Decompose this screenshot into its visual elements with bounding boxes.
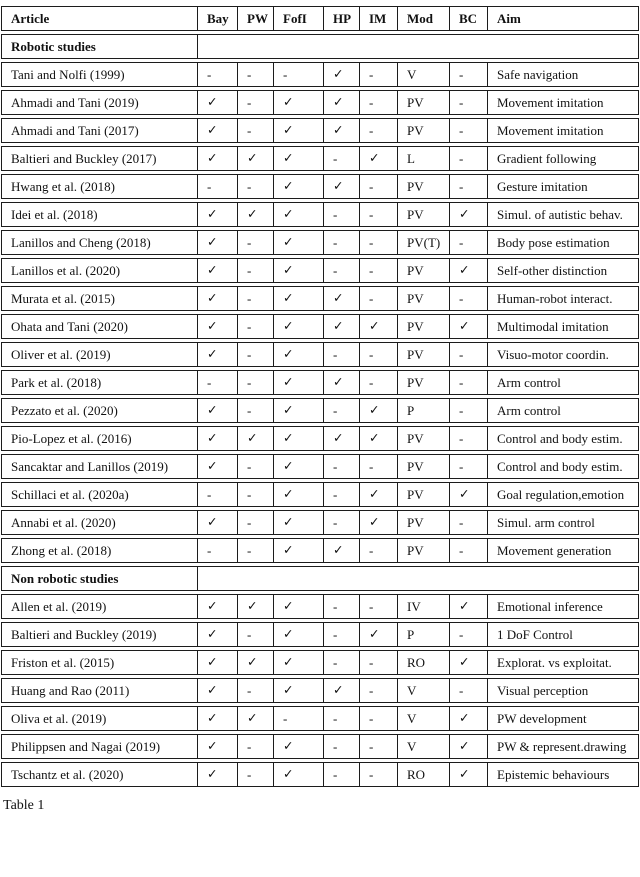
table-row (1, 426, 639, 451)
mark-cell: - (449, 370, 487, 395)
mark-cell: - (237, 230, 273, 255)
mark-cell: ✓ (359, 314, 397, 339)
mark-cell: PV (397, 510, 449, 535)
mark-cell: ✓ (237, 146, 273, 171)
article-cell: Hwang et al. (2018) (1, 174, 197, 199)
mark-cell: ✓ (197, 398, 237, 423)
column-header-pw: PW (237, 6, 273, 31)
mark-cell: ✓ (273, 230, 323, 255)
aim-cell: Movement generation (487, 538, 639, 563)
table-row (1, 538, 639, 563)
mark-cell: IV (397, 594, 449, 619)
mark-cell: ✓ (273, 258, 323, 283)
column-header-fofi: FofI (273, 6, 323, 31)
mark-cell: ✓ (197, 230, 237, 255)
mark-cell: ✓ (359, 622, 397, 647)
mark-cell: ✓ (197, 762, 237, 787)
mark-cell: - (323, 482, 359, 507)
mark-cell: - (359, 286, 397, 311)
mark-cell: ✓ (273, 146, 323, 171)
table-row (1, 286, 639, 311)
mark-cell: - (359, 118, 397, 143)
mark-cell: ✓ (273, 90, 323, 115)
mark-cell: ✓ (197, 706, 237, 731)
column-header-mod: Mod (397, 6, 449, 31)
mark-cell: - (359, 594, 397, 619)
mark-cell: ✓ (273, 426, 323, 451)
mark-cell: PV (397, 258, 449, 283)
article-cell: Park et al. (2018) (1, 370, 197, 395)
mark-cell: ✓ (273, 202, 323, 227)
aim-cell: Visual perception (487, 678, 639, 703)
mark-cell: - (449, 118, 487, 143)
table-row (1, 174, 639, 199)
mark-cell: - (197, 174, 237, 199)
mark-cell: - (449, 538, 487, 563)
header-row (1, 6, 639, 31)
mark-cell: ✓ (449, 650, 487, 675)
mark-cell: - (237, 510, 273, 535)
table-caption: Table 1 (3, 798, 45, 813)
table-row (1, 342, 639, 367)
aim-cell: PW development (487, 706, 639, 731)
aim-cell: Movement imitation (487, 90, 639, 115)
table-row (1, 202, 639, 227)
mark-cell: - (359, 62, 397, 87)
mark-cell: PV (397, 118, 449, 143)
mark-cell: ✓ (449, 762, 487, 787)
mark-cell: PV (397, 482, 449, 507)
mark-cell: ✓ (273, 762, 323, 787)
table-row (1, 230, 639, 255)
column-header-hp: HP (323, 6, 359, 31)
article-cell: Ahmadi and Tani (2017) (1, 118, 197, 143)
article-cell: Baltieri and Buckley (2017) (1, 146, 197, 171)
article-cell: Sancaktar and Lanillos (2019) (1, 454, 197, 479)
mark-cell: PV (397, 342, 449, 367)
mark-cell: PV (397, 538, 449, 563)
article-cell: Friston et al. (2015) (1, 650, 197, 675)
table-row (1, 314, 639, 339)
mark-cell: ✓ (273, 678, 323, 703)
table-row (1, 62, 639, 87)
aim-cell: PW & represent.drawing (487, 734, 639, 759)
table-row (1, 762, 639, 787)
mark-cell: - (449, 62, 487, 87)
mark-cell: RO (397, 762, 449, 787)
mark-cell: ✓ (323, 118, 359, 143)
mark-cell: ✓ (273, 594, 323, 619)
mark-cell: ✓ (197, 454, 237, 479)
mark-cell: - (237, 62, 273, 87)
mark-cell: - (323, 398, 359, 423)
mark-cell: - (237, 734, 273, 759)
article-cell: Allen et al. (2019) (1, 594, 197, 619)
mark-cell: - (359, 650, 397, 675)
mark-cell: ✓ (449, 734, 487, 759)
mark-cell: ✓ (273, 314, 323, 339)
mark-cell: - (359, 538, 397, 563)
section-spacer (197, 34, 639, 59)
table-body (1, 34, 639, 787)
table-row (1, 734, 639, 759)
table-row (1, 398, 639, 423)
mark-cell: ✓ (273, 622, 323, 647)
aim-cell: Epistemic behaviours (487, 762, 639, 787)
mark-cell: - (323, 622, 359, 647)
aim-cell: Arm control (487, 370, 639, 395)
mark-cell: - (237, 762, 273, 787)
mark-cell: ✓ (449, 202, 487, 227)
column-header-bc: BC (449, 6, 487, 31)
mark-cell: PV(T) (397, 230, 449, 255)
mark-cell: - (323, 594, 359, 619)
mark-cell: ✓ (237, 426, 273, 451)
mark-cell: - (197, 538, 237, 563)
table-row (1, 706, 639, 731)
mark-cell: ✓ (197, 314, 237, 339)
mark-cell: - (237, 398, 273, 423)
mark-cell: PV (397, 174, 449, 199)
mark-cell: ✓ (197, 342, 237, 367)
table-row (1, 510, 639, 535)
mark-cell: - (237, 90, 273, 115)
article-cell: Philippsen and Nagai (2019) (1, 734, 197, 759)
mark-cell: L (397, 146, 449, 171)
mark-cell: - (237, 678, 273, 703)
mark-cell: ✓ (359, 482, 397, 507)
mark-cell: - (359, 706, 397, 731)
mark-cell: ✓ (237, 202, 273, 227)
section-row (1, 34, 639, 59)
mark-cell: - (359, 174, 397, 199)
table-row (1, 258, 639, 283)
mark-cell: - (359, 370, 397, 395)
mark-cell: - (449, 398, 487, 423)
aim-cell: Human-robot interact. (487, 286, 639, 311)
mark-cell: - (273, 706, 323, 731)
aim-cell: 1 DoF Control (487, 622, 639, 647)
mark-cell: ✓ (359, 510, 397, 535)
mark-cell: - (359, 678, 397, 703)
mark-cell: - (323, 454, 359, 479)
mark-cell: ✓ (359, 146, 397, 171)
mark-cell: ✓ (197, 146, 237, 171)
aim-cell: Control and body estim. (487, 426, 639, 451)
article-cell: Tschantz et al. (2020) (1, 762, 197, 787)
mark-cell: ✓ (197, 594, 237, 619)
article-cell: Tani and Nolfi (1999) (1, 62, 197, 87)
article-cell: Huang and Rao (2011) (1, 678, 197, 703)
mark-cell: RO (397, 650, 449, 675)
mark-cell: - (449, 174, 487, 199)
article-cell: Pezzato et al. (2020) (1, 398, 197, 423)
mark-cell: - (359, 202, 397, 227)
mark-cell: P (397, 398, 449, 423)
mark-cell: - (323, 762, 359, 787)
article-cell: Baltieri and Buckley (2019) (1, 622, 197, 647)
table-row (1, 622, 639, 647)
section-row (1, 566, 639, 591)
section-spacer (197, 566, 639, 591)
mark-cell: PV (397, 426, 449, 451)
aim-cell: Control and body estim. (487, 454, 639, 479)
mark-cell: ✓ (197, 426, 237, 451)
mark-cell: ✓ (323, 62, 359, 87)
mark-cell: ✓ (273, 286, 323, 311)
mark-cell: PV (397, 90, 449, 115)
mark-cell: - (359, 762, 397, 787)
article-cell: Schillaci et al. (2020a) (1, 482, 197, 507)
mark-cell: - (449, 678, 487, 703)
mark-cell: ✓ (197, 650, 237, 675)
table-row (1, 146, 639, 171)
mark-cell: ✓ (197, 118, 237, 143)
mark-cell: V (397, 62, 449, 87)
mark-cell: - (449, 342, 487, 367)
article-cell: Ahmadi and Tani (2019) (1, 90, 197, 115)
mark-cell: - (237, 622, 273, 647)
article-cell: Annabi et al. (2020) (1, 510, 197, 535)
table-header (1, 6, 639, 31)
mark-cell: - (359, 342, 397, 367)
mark-cell: ✓ (197, 286, 237, 311)
mark-cell: ✓ (197, 202, 237, 227)
mark-cell: ✓ (197, 510, 237, 535)
article-cell: Ohata and Tani (2020) (1, 314, 197, 339)
mark-cell: - (197, 482, 237, 507)
mark-cell: - (273, 62, 323, 87)
mark-cell: ✓ (273, 734, 323, 759)
mark-cell: - (197, 370, 237, 395)
mark-cell: ✓ (323, 90, 359, 115)
aim-cell: Explorat. vs exploitat. (487, 650, 639, 675)
aim-cell: Emotional inference (487, 594, 639, 619)
article-cell: Pio-Lopez et al. (2016) (1, 426, 197, 451)
mark-cell: - (359, 454, 397, 479)
column-header-im: IM (359, 6, 397, 31)
table-row (1, 454, 639, 479)
table-row (1, 370, 639, 395)
mark-cell: ✓ (273, 398, 323, 423)
mark-cell: ✓ (449, 594, 487, 619)
mark-cell: - (449, 286, 487, 311)
mark-cell: PV (397, 202, 449, 227)
mark-cell: - (323, 510, 359, 535)
table-row (1, 482, 639, 507)
mark-cell: - (323, 258, 359, 283)
mark-cell: - (237, 174, 273, 199)
mark-cell: - (323, 342, 359, 367)
mark-cell: - (359, 230, 397, 255)
mark-cell: ✓ (273, 454, 323, 479)
aim-cell: Self-other distinction (487, 258, 639, 283)
mark-cell: ✓ (323, 426, 359, 451)
mark-cell: ✓ (359, 426, 397, 451)
aim-cell: Multimodal imitation (487, 314, 639, 339)
mark-cell: - (359, 90, 397, 115)
mark-cell: - (237, 258, 273, 283)
mark-cell: - (323, 230, 359, 255)
mark-cell: PV (397, 286, 449, 311)
aim-cell: Gradient following (487, 146, 639, 171)
article-cell: Zhong et al. (2018) (1, 538, 197, 563)
mark-cell: - (449, 230, 487, 255)
mark-cell: ✓ (323, 678, 359, 703)
aim-cell: Simul. arm control (487, 510, 639, 535)
mark-cell: ✓ (273, 342, 323, 367)
column-header-bay: Bay (197, 6, 237, 31)
mark-cell: - (449, 454, 487, 479)
article-cell: Oliva et al. (2019) (1, 706, 197, 731)
mark-cell: ✓ (323, 174, 359, 199)
mark-cell: - (449, 426, 487, 451)
mark-cell: ✓ (449, 314, 487, 339)
mark-cell: ✓ (197, 734, 237, 759)
mark-cell: ✓ (237, 706, 273, 731)
mark-cell: P (397, 622, 449, 647)
studies-table (1, 3, 639, 790)
mark-cell: - (237, 118, 273, 143)
mark-cell: - (323, 202, 359, 227)
mark-cell: PV (397, 454, 449, 479)
mark-cell: - (449, 622, 487, 647)
article-cell: Lanillos et al. (2020) (1, 258, 197, 283)
mark-cell: ✓ (359, 398, 397, 423)
mark-cell: - (237, 286, 273, 311)
mark-cell: - (359, 734, 397, 759)
mark-cell: - (323, 146, 359, 171)
aim-cell: Goal regulation,emotion (487, 482, 639, 507)
table-row (1, 650, 639, 675)
mark-cell: PV (397, 314, 449, 339)
mark-cell: - (237, 454, 273, 479)
mark-cell: - (323, 706, 359, 731)
mark-cell: ✓ (197, 90, 237, 115)
article-cell: Murata et al. (2015) (1, 286, 197, 311)
section-label: Non robotic studies (1, 566, 197, 591)
mark-cell: V (397, 734, 449, 759)
mark-cell: ✓ (273, 370, 323, 395)
mark-cell: V (397, 706, 449, 731)
article-cell: Lanillos and Cheng (2018) (1, 230, 197, 255)
aim-cell: Movement imitation (487, 118, 639, 143)
mark-cell: - (449, 90, 487, 115)
article-cell: Oliver et al. (2019) (1, 342, 197, 367)
mark-cell: ✓ (273, 650, 323, 675)
aim-cell: Visuo-motor coordin. (487, 342, 639, 367)
column-header-article: Article (1, 6, 197, 31)
mark-cell: - (323, 650, 359, 675)
mark-cell: ✓ (197, 622, 237, 647)
mark-cell: V (397, 678, 449, 703)
aim-cell: Arm control (487, 398, 639, 423)
mark-cell: ✓ (323, 538, 359, 563)
table-row (1, 90, 639, 115)
mark-cell: ✓ (237, 594, 273, 619)
mark-cell: - (237, 538, 273, 563)
mark-cell: ✓ (237, 650, 273, 675)
mark-cell: ✓ (273, 510, 323, 535)
mark-cell: ✓ (323, 286, 359, 311)
mark-cell: ✓ (323, 370, 359, 395)
mark-cell: - (197, 62, 237, 87)
mark-cell: - (359, 258, 397, 283)
mark-cell: ✓ (273, 174, 323, 199)
table-row (1, 678, 639, 703)
mark-cell: ✓ (197, 258, 237, 283)
mark-cell: - (323, 734, 359, 759)
mark-cell: ✓ (449, 482, 487, 507)
mark-cell: - (237, 314, 273, 339)
aim-cell: Simul. of autistic behav. (487, 202, 639, 227)
table-row (1, 594, 639, 619)
mark-cell: ✓ (197, 678, 237, 703)
mark-cell: - (237, 482, 273, 507)
column-header-aim: Aim (487, 6, 639, 31)
mark-cell: PV (397, 370, 449, 395)
mark-cell: ✓ (449, 258, 487, 283)
mark-cell: - (237, 342, 273, 367)
mark-cell: ✓ (449, 706, 487, 731)
mark-cell: - (237, 370, 273, 395)
section-label: Robotic studies (1, 34, 197, 59)
aim-cell: Gesture imitation (487, 174, 639, 199)
mark-cell: ✓ (323, 314, 359, 339)
mark-cell: ✓ (273, 482, 323, 507)
mark-cell: - (449, 510, 487, 535)
mark-cell: - (449, 146, 487, 171)
aim-cell: Safe navigation (487, 62, 639, 87)
mark-cell: ✓ (273, 538, 323, 563)
table-row (1, 118, 639, 143)
aim-cell: Body pose estimation (487, 230, 639, 255)
mark-cell: ✓ (273, 118, 323, 143)
article-cell: Idei et al. (2018) (1, 202, 197, 227)
